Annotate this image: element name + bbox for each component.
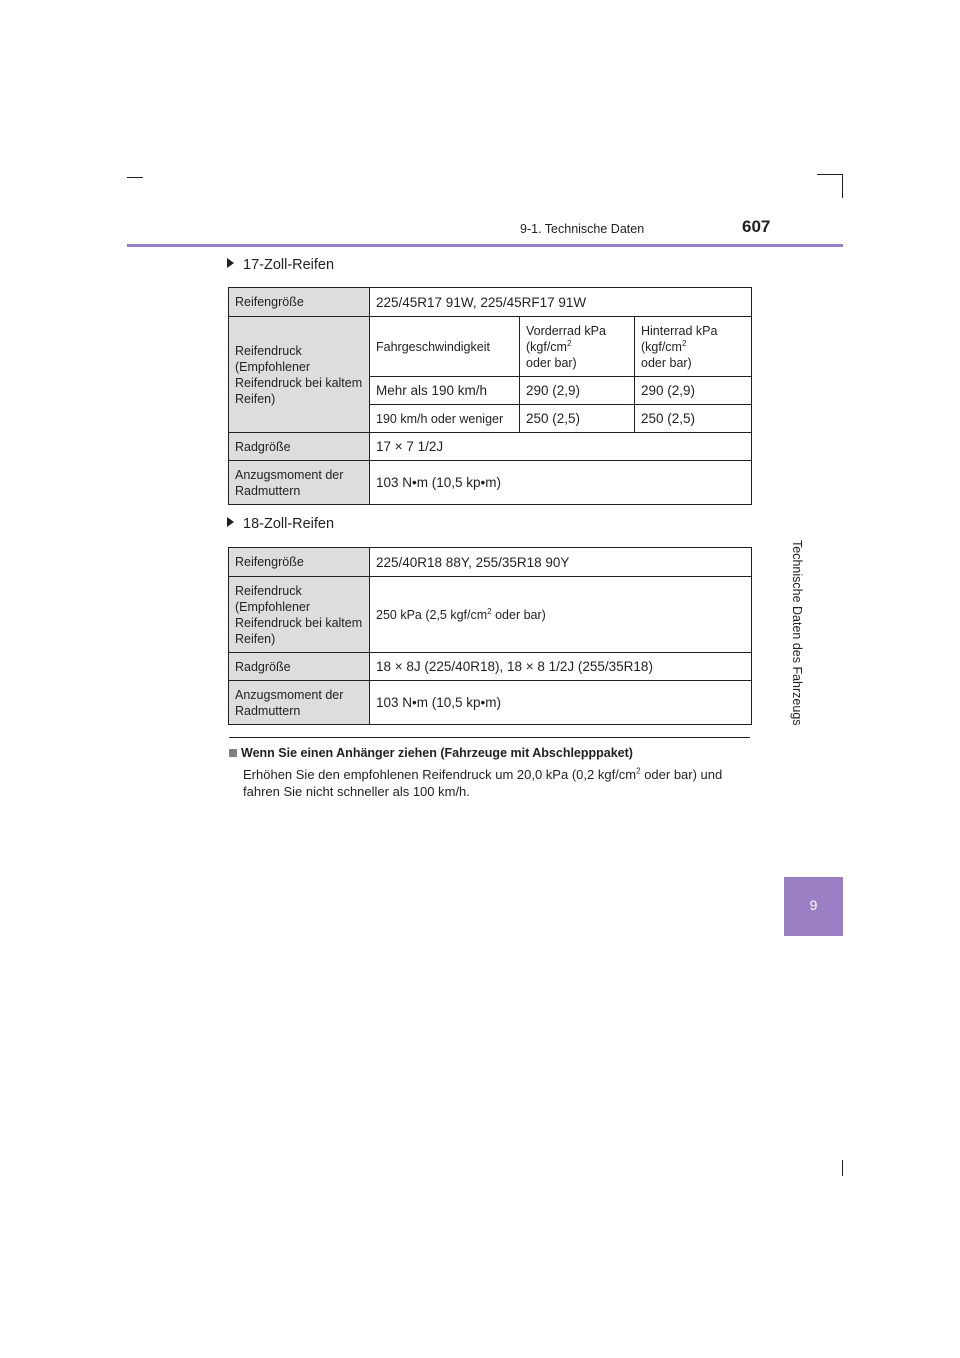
- side-tab-label: Technische Daten des Fahrzeugs: [790, 540, 804, 726]
- col-speed-header: Fahrgeschwindigkeit: [370, 317, 520, 377]
- rear-pressure-cell: 290 (2,9): [635, 377, 752, 405]
- section-label: 9-1. Technische Daten: [520, 222, 645, 236]
- crop-mark-top-right-h: [817, 174, 843, 175]
- tire-size-value: 225/45R17 91W, 225/45RF17 91W: [370, 288, 752, 317]
- table-row: [229, 317, 752, 377]
- rear-pressure-cell: 250 (2,5): [635, 405, 752, 433]
- triangle-bullet-icon: [227, 517, 234, 527]
- col-rear-header: Hinterrad kPa ($kgf/cm^2$ oder bar): [635, 317, 752, 377]
- wheel-size-value: 17 × 7 1/2J: [370, 433, 752, 461]
- table-row: [229, 288, 752, 317]
- tire-table-17: [228, 287, 752, 505]
- crop-mark-top-left-h: [127, 177, 143, 178]
- table-row: [229, 653, 752, 681]
- front-pressure-cell: 250 (2,5): [520, 405, 635, 433]
- tire-size-label: Reifengröße: [229, 288, 370, 317]
- wheel-size-label: Radgröße: [229, 653, 370, 681]
- heading-17-inch-text: 17-Zoll-Reifen: [243, 257, 335, 273]
- note-title-text: Wenn Sie einen Anhänger ziehen (Fahrzeuge mit Abschlepppaket): [241, 746, 633, 760]
- table-row: [229, 681, 752, 725]
- table-row: [229, 433, 752, 461]
- pressure-label: Reifendruck (Empfohlener Reifendruck bei kaltem Reifen): [229, 577, 370, 653]
- note-body: Erhöhen Sie den empfohlenen Reifendruck um 20,0 kPa (0,2 kgf/$cm^2$ oder bar) und fahren Sie nicht schneller als 100 km/h.: [243, 766, 723, 799]
- note-title: [229, 746, 633, 760]
- torque-label: Anzugsmoment der Radmuttern: [229, 681, 370, 725]
- heading-17-inch: [227, 257, 334, 273]
- col-front-header: Vorderrad kPa ($kgf/cm^2$ oder bar): [520, 317, 635, 377]
- triangle-bullet-icon: [227, 258, 234, 268]
- front-pressure-cell: 290 (2,9): [520, 377, 635, 405]
- square-bullet-icon: [229, 749, 237, 757]
- table-row: [229, 577, 752, 653]
- pressure-value: 250 kPa (2,5 kgf/$cm^2$ oder bar): [370, 577, 752, 653]
- page-number: 607: [742, 217, 771, 236]
- torque-value: 103 N•m (10,5 kp•m): [370, 681, 752, 725]
- header-rule: [127, 244, 843, 247]
- torque-label: Anzugsmoment der Radmuttern: [229, 461, 370, 505]
- crop-mark-bottom-right-v: [842, 1160, 843, 1176]
- wheel-size-label: Radgröße: [229, 433, 370, 461]
- table-row: [229, 461, 752, 505]
- chapter-tab[interactable]: [784, 877, 843, 936]
- heading-18-inch: [227, 516, 334, 532]
- tire-size-value: 225/40R18 88Y, 255/35R18 90Y: [370, 548, 752, 577]
- heading-18-inch-text: 18-Zoll-Reifen: [243, 516, 335, 532]
- speed-cell: Mehr als 190 km/h: [370, 377, 520, 405]
- torque-value: 103 N•m (10,5 kp•m): [370, 461, 752, 505]
- pressure-label: Reifendruck (Empfohlener Reifendruck bei kaltem Reifen): [229, 317, 370, 433]
- note-divider: [229, 737, 750, 738]
- speed-cell: 190 km/h oder weniger: [370, 405, 520, 433]
- wheel-size-value: 18 × 8J (225/40R18), 18 × 8 1/2J (255/35R18): [370, 653, 752, 681]
- tire-table-18: [228, 547, 752, 725]
- tire-size-label: Reifengröße: [229, 548, 370, 577]
- table-row: [229, 548, 752, 577]
- chapter-number: 9: [809, 897, 818, 913]
- crop-mark-top-right-v: [842, 174, 843, 198]
